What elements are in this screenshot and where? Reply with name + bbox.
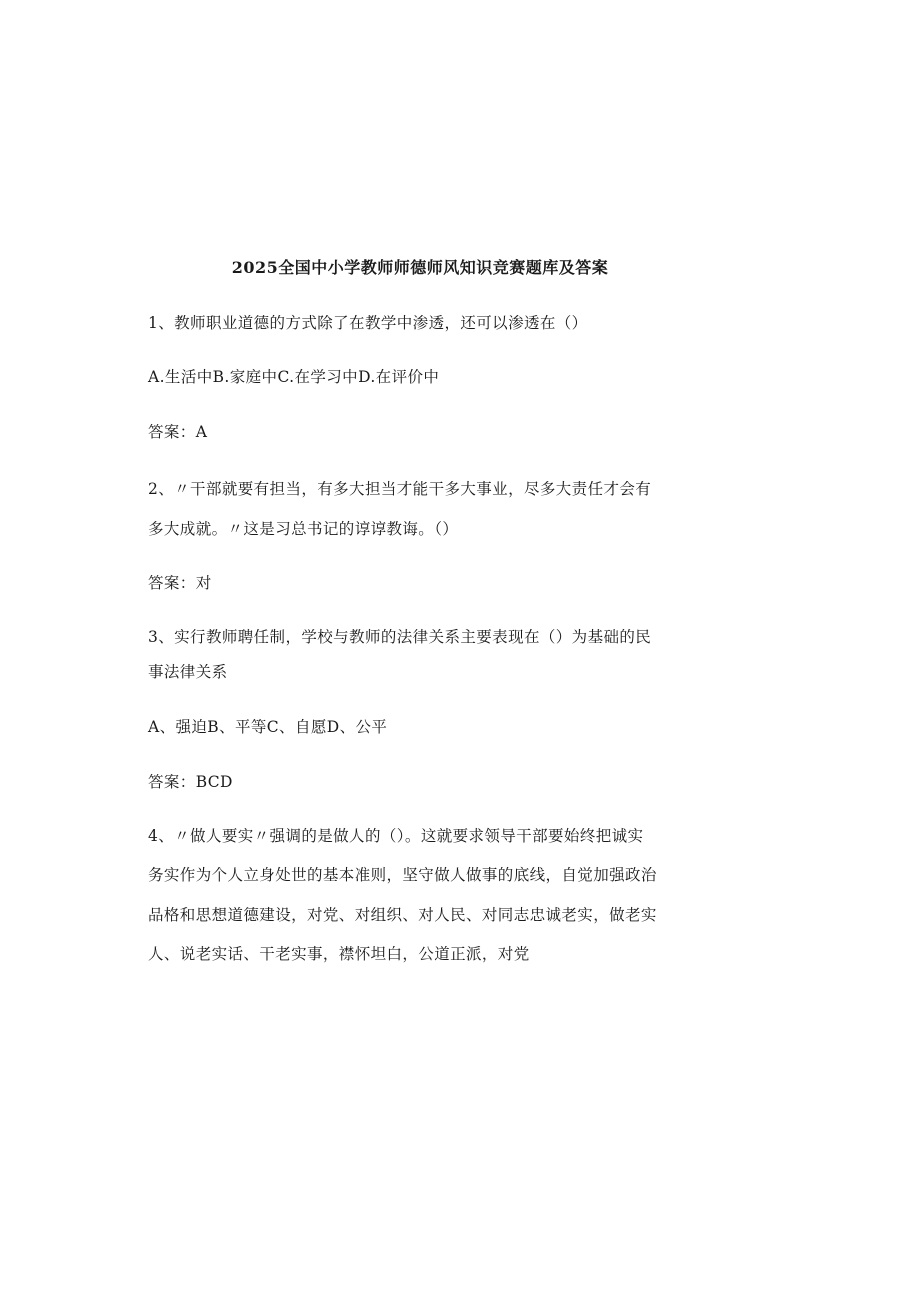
q4-question-line4: 人、说老实话、干老实事，襟怀坦白，公道正派，对党: [148, 945, 530, 963]
q1-question: 1、教师职业道德的方式除了在教学中渗透，还可以渗透在（）: [148, 314, 588, 332]
q2-question-line1: 2、〃干部就要有担当，有多大担当才能干多大事业，尽多大责任才会有: [148, 480, 652, 498]
document-title: 2025全国中小学教师师德师风知识竞赛题库及答案: [231, 258, 609, 277]
q4-question-line2: 务实作为个人立身处世的基本准则，坚守做人做事的底线，自觉加强政治: [148, 866, 657, 884]
q3-question-line2: 事法律关系: [148, 663, 228, 681]
q2-answer: 答案：对: [148, 574, 212, 592]
q3-answer: 答案：BCD: [148, 773, 233, 791]
q2-question-line2: 多大成就。〃这是习总书记的谆谆教诲。（）: [148, 520, 459, 538]
q3-options: A、强迫B、平等C、自愿D、公平: [148, 718, 388, 736]
q4-question-line1: 4、〃做人要实〃强调的是做人的（）。这就要求领导干部要始终把诚实: [148, 827, 644, 845]
q1-options: A.生活中B.家庭中C.在学习中D.在评价中: [148, 368, 440, 386]
q1-answer: 答案：A: [148, 423, 208, 441]
q3-question-line1: 3、实行教师聘任制，学校与教师的法律关系主要表现在（）为基础的民: [148, 628, 652, 646]
q4-question-line3: 品格和思想道德建设，对党、对组织、对人民、对同志忠诚老实，做老实: [148, 906, 657, 924]
